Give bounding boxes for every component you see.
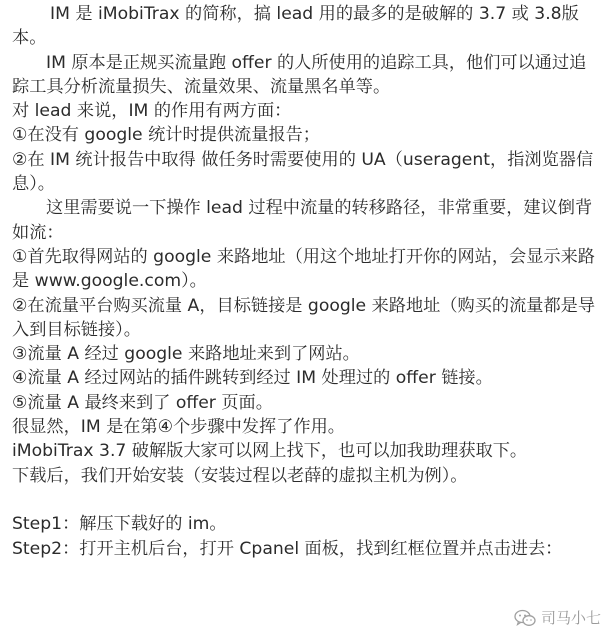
paragraph-line: 息）。 xyxy=(12,174,55,195)
paragraph-line: iMobiTrax 3.7 破解版大家可以网上找下，也可以加我助理获取下。 xyxy=(12,441,528,462)
paragraph-line: 踪工具分析流量损失、流量效果、流量黑名单等。 xyxy=(12,76,391,97)
paragraph-line: IM 是 iMobiTrax 的简称，搞 lead 用的最多的是破解的 3.7 或 3.8版 xyxy=(50,4,579,24)
list-item: ⑤流量 A 最终来到了 offer 页面。 xyxy=(12,392,273,413)
article-body xyxy=(12,2,604,561)
watermark-text: 司马小七 xyxy=(540,609,601,627)
paragraph-line: 很显然，IM 是在第④个步骤中发挥了作用。 xyxy=(12,417,345,438)
list-item: ②在 IM 统计报告中取得 做任务时需要使用的 UA（useragent，指浏览器信 xyxy=(12,149,594,170)
paragraph-line: 是 www.google.com）。 xyxy=(12,271,207,292)
list-item: ③流量 A 经过 google 来路地址来到了网站。 xyxy=(12,344,360,365)
list-item: ①首先取得网站的 google 来路地址（用这个地址打开你的网站，会显示来路 xyxy=(12,246,595,267)
wechat-logo-icon xyxy=(514,609,536,627)
paragraph-line: 下载后，我们开始安装（安装过程以老薛的虚拟主机为例）。 xyxy=(12,465,468,486)
list-item: ①在没有 google 统计时提供流量报告； xyxy=(12,125,320,146)
list-item: ②在流量平台购买流量 A，目标链接是 google 来路地址（购买的流量都是导 xyxy=(12,295,596,316)
watermark xyxy=(514,607,601,628)
paragraph-line: 这里需要说一下操作 lead 过程中流量的转移路径，非常重要，建议倒背 xyxy=(46,198,593,219)
paragraph-line: 对 lead 来说，IM 的作用有两方面： xyxy=(12,101,292,122)
step-line: Step2：打开主机后台，打开 Cpanel 面板，找到红框位置并点击进去： xyxy=(12,538,563,559)
paragraph-line: IM 原本是正规买流量跑 offer 的人所使用的追踪工具，他们可以通过追 xyxy=(46,52,587,73)
paragraph-line: 如流： xyxy=(12,222,64,243)
step-line: Step1：解压下载好的 im。 xyxy=(12,514,227,535)
paragraph-line: 入到目标链接）。 xyxy=(12,319,141,340)
list-item: ④流量 A 经过网站的插件跳转到经过 IM 处理过的 offer 链接。 xyxy=(12,368,493,389)
blank-line xyxy=(12,488,604,512)
paragraph-line: 本。 xyxy=(12,28,47,49)
